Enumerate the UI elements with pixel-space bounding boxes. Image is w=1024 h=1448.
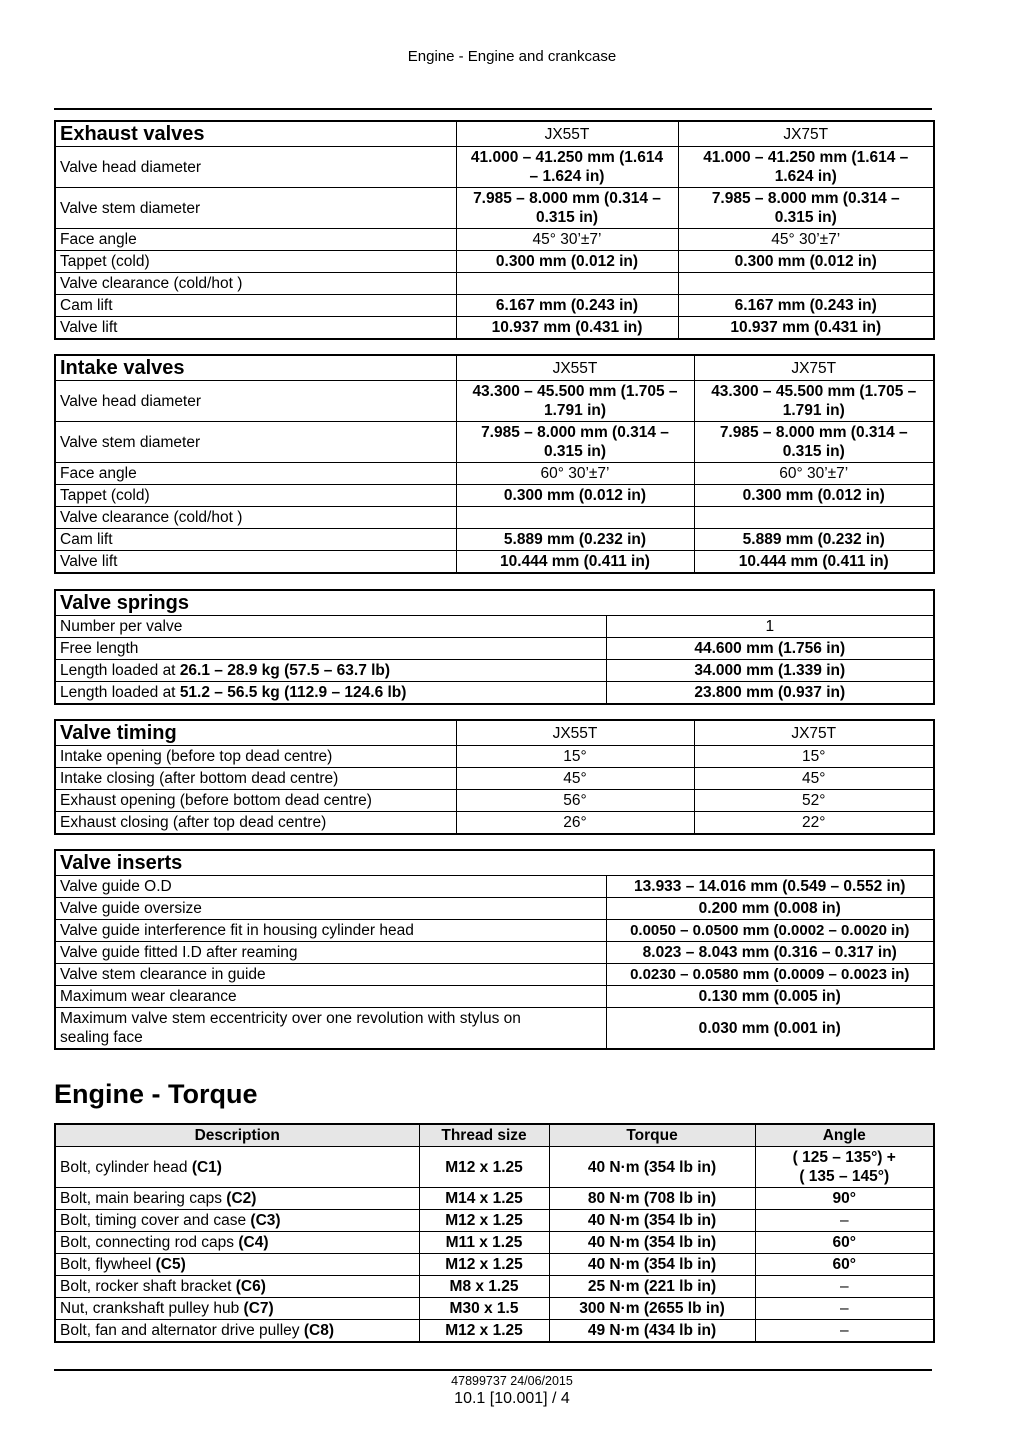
page-header: Engine - Engine and crankcase bbox=[407, 48, 617, 65]
table-row: Valve lift 10.937 mm (0.431 in) 10.937 mm (0.431 in) bbox=[55, 317, 934, 340]
table-row: Bolt, fan and alternator drive pulley (C8) M12 x 1.25 49 N·m (434 lb in) – bbox=[55, 1320, 934, 1343]
table-row: Nut, crankshaft pulley hub (C7) M30 x 1.5 300 N·m (2655 lb in) – bbox=[55, 1298, 934, 1320]
table-row: Bolt, connecting rod caps (C4) M11 x 1.25 40 N·m (354 lb in) 60° bbox=[55, 1232, 934, 1254]
column-header: Thread size bbox=[419, 1124, 549, 1147]
column-header: JX55T bbox=[456, 121, 678, 147]
table-row: Free length 44.600 mm (1.756 in) bbox=[55, 638, 934, 660]
valve-inserts-table bbox=[54, 849, 935, 1050]
table-title: Valve springs bbox=[55, 590, 934, 616]
table-row: Valve stem clearance in guide 0.0230 – 0.0580 mm (0.0009 – 0.0023 in) bbox=[55, 964, 934, 986]
intake-valves-table bbox=[54, 354, 935, 574]
table-row: Tappet (cold) 0.300 mm (0.012 in) 0.300 mm (0.012 in) bbox=[55, 251, 934, 273]
column-header: JX55T bbox=[456, 355, 694, 381]
table-row: Valve guide interference fit in housing cylinder head 0.0050 – 0.0500 mm (0.0002 – 0.0020 in) bbox=[55, 920, 934, 942]
table-row: Length loaded at 51.2 – 56.5 kg (112.9 – 124.6 lb) 23.800 mm (0.937 in) bbox=[55, 682, 934, 705]
table-row: Valve stem diameter 7.985 – 8.000 mm (0.314 – 0.315 in) 7.985 – 8.000 mm (0.314 – 0.315 in) bbox=[55, 188, 934, 229]
table-row: Face angle 60° 30’±7’ 60° 30’±7’ bbox=[55, 463, 934, 485]
column-header: Torque bbox=[549, 1124, 755, 1147]
table-row: Valve head diameter 43.300 – 45.500 mm (1.705 – 1.791 in) 43.300 – 45.500 mm (1.705 – 1.791 in) bbox=[55, 381, 934, 422]
page-number: 10.1 [10.001] / 4 bbox=[454, 1390, 570, 1407]
table-row: Tappet (cold) 0.300 mm (0.012 in) 0.300 mm (0.012 in) bbox=[55, 485, 934, 507]
footer-doc-ref: 47899737 24/06/2015 bbox=[451, 1374, 573, 1388]
valve-timing-table bbox=[54, 719, 935, 835]
table-row: Number per valve 1 bbox=[55, 616, 934, 638]
table-row: Bolt, timing cover and case (C3) M12 x 1.25 40 N·m (354 lb in) – bbox=[55, 1210, 934, 1232]
table-title: Valve timing bbox=[55, 720, 456, 746]
table-row: Valve head diameter 41.000 – 41.250 mm (1.614 – 1.624 in) 41.000 – 41.250 mm (1.614 – 1.624 in) bbox=[55, 147, 934, 188]
table-title: Intake valves bbox=[55, 355, 456, 381]
table-row: Exhaust opening (before bottom dead centre) 56° 52° bbox=[55, 790, 934, 812]
table-row: Length loaded at 26.1 – 28.9 kg (57.5 – 63.7 lb) 34.000 mm (1.339 in) bbox=[55, 660, 934, 682]
valve-springs-table bbox=[54, 589, 935, 705]
table-row: Bolt, rocker shaft bracket (C6) M8 x 1.25 25 N·m (221 lb in) – bbox=[55, 1276, 934, 1298]
table-row: Maximum valve stem eccentricity over one revolution with stylus on sealing face 0.030 mm (0.001 in) bbox=[55, 1008, 934, 1050]
table-row: Valve clearance (cold/hot ) bbox=[55, 273, 934, 295]
column-header: JX75T bbox=[694, 355, 934, 381]
column-header: JX75T bbox=[694, 720, 934, 746]
table-row: Face angle 45° 30’±7’ 45° 30’±7’ bbox=[55, 229, 934, 251]
table-row: Maximum wear clearance 0.130 mm (0.005 in) bbox=[55, 986, 934, 1008]
table-row: Cam lift 6.167 mm (0.243 in) 6.167 mm (0.243 in) bbox=[55, 295, 934, 317]
footer-rule bbox=[54, 1369, 932, 1371]
column-header: Description bbox=[55, 1124, 419, 1147]
table-title: Exhaust valves bbox=[55, 121, 456, 147]
section-title: Engine - Torque bbox=[54, 1079, 258, 1109]
table-title: Valve inserts bbox=[55, 850, 934, 876]
table-row: Intake opening (before top dead centre) 15° 15° bbox=[55, 746, 934, 768]
table-row: Valve guide O.D 13.933 – 14.016 mm (0.549 – 0.552 in) bbox=[55, 876, 934, 898]
table-row: Bolt, cylinder head (C1) M12 x 1.25 40 N·m (354 lb in) ( 125 – 135°) + ( 135 – 145°) bbox=[55, 1147, 934, 1188]
header-rule bbox=[54, 108, 932, 110]
torque-table bbox=[54, 1123, 935, 1343]
column-header: Angle bbox=[755, 1124, 934, 1147]
table-row: Valve clearance (cold/hot ) bbox=[55, 507, 934, 529]
table-row: Bolt, main bearing caps (C2) M14 x 1.25 80 N·m (708 lb in) 90° bbox=[55, 1188, 934, 1210]
table-row: Valve guide oversize 0.200 mm (0.008 in) bbox=[55, 898, 934, 920]
table-row: Cam lift 5.889 mm (0.232 in) 5.889 mm (0.232 in) bbox=[55, 529, 934, 551]
table-row: Bolt, flywheel (C5) M12 x 1.25 40 N·m (354 lb in) 60° bbox=[55, 1254, 934, 1276]
table-row: Valve guide fitted I.D after reaming 8.023 – 8.043 mm (0.316 – 0.317 in) bbox=[55, 942, 934, 964]
column-header: JX75T bbox=[678, 121, 934, 147]
column-header: JX55T bbox=[456, 720, 694, 746]
table-row: Intake closing (after bottom dead centre) 45° 45° bbox=[55, 768, 934, 790]
table-row: Valve lift 10.444 mm (0.411 in) 10.444 mm (0.411 in) bbox=[55, 551, 934, 574]
table-row: Exhaust closing (after top dead centre) 26° 22° bbox=[55, 812, 934, 835]
exhaust-valves-table bbox=[54, 120, 935, 340]
table-row: Valve stem diameter 7.985 – 8.000 mm (0.314 – 0.315 in) 7.985 – 8.000 mm (0.314 – 0.315 in) bbox=[55, 422, 934, 463]
